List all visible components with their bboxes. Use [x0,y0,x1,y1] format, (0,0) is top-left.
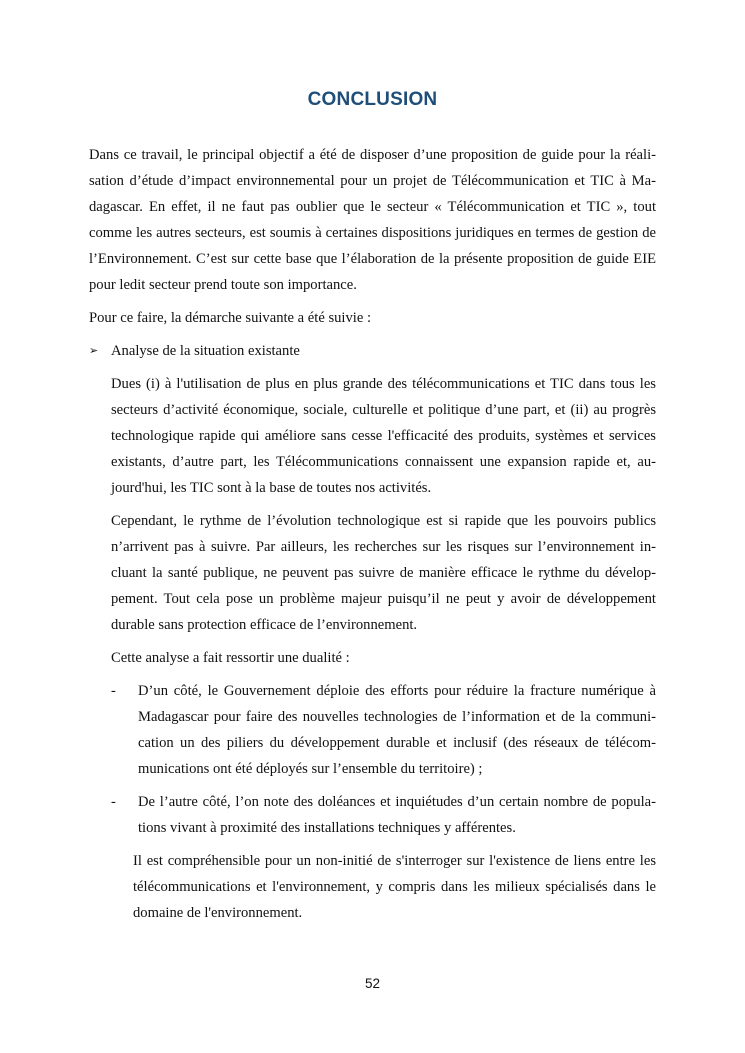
page-number: 52 [364,976,381,991]
dash-list-item [111,678,656,782]
paragraph-however: Cependant, le rythme de l’évolution technologique est si rapide que les pouvoirs publics n’arrivent pas à suivre. Par ailleurs, les recherches sur les risques sur l’environnement in-cluant la santé publique, ne peuvent pas suivre de manière efficace le rythme du dévelop-pement. Tout cela pose un problème majeur puisqu’il ne peut y avoir de développement durable sans protection efficace de l’environnement. [111,513,656,633]
dash-item-text: De l’autre côté, l’on note des doléances et inquiétudes d’un certain nombre de popula-tions vivant à proximité des installations techniques y afférentes. [138,794,656,836]
bullet-item [89,338,656,364]
body-text [89,142,656,933]
bullet-label: Analyse de la situation existante [111,343,300,359]
paragraph-closing: Il est compréhensible pour un non-initié de s'interroger sur l'existence de liens entre les télécommunications et l'environnement, y compris dans les milieux spécialisés dans le domaine de l'environnement. [133,853,656,921]
paragraph-approach: Pour ce faire, la démarche suivante a été suivie : [89,310,372,326]
paragraph-objective: Dans ce travail, le principal objectif a été de disposer d’une proposition de guide pour la réali-sation d’étude d’impact environnemental pour un projet de Télécommunication et TIC à Ma-dagascar. En effet, il ne faut pas oublier que le secteur « Télécommunication et TIC », tout comme les autres secteurs, est soumis à certaines dispositions juridiques en termes de gestion de l’Environnement. C’est sur cette base que l’élaboration de la présente proposition de guide EIE pour ledit secteur prend toute son importance. [89,147,656,293]
dash-list-item [111,789,656,841]
page-title: CONCLUSION [307,89,438,110]
dash-marker: - [111,683,116,699]
paragraph-context: Dues (i) à l'utilisation de plus en plus grande des télécommunications et TIC dans tous les secteurs d’activité économique, sociale, culturelle et politique d’une part, et (ii) au progrès technologique rapide qui améliore sans cesse l'efficacité des produits, systèmes et services existants, d’autre part, les Télécommunications connaissent une expansion rapide et, au-jourd'hui, les TIC sont à la base de toutes nos activités. [111,376,656,496]
dash-item-text: D’un côté, le Gouvernement déploie des efforts pour réduire la fracture numérique à Madagascar pour faire des nouvelles technologies de l’information et de la communi-cation un des piliers du développement durable et inclusif (des réseaux de télécom-munications ont été déployés sur l’ensemble du territoire) ; [138,683,656,777]
dash-marker: - [111,794,116,810]
arrow-bullet-icon: ➢ [89,344,99,357]
paragraph-duality: Cette analyse a fait ressortir une dualité : [111,650,350,666]
